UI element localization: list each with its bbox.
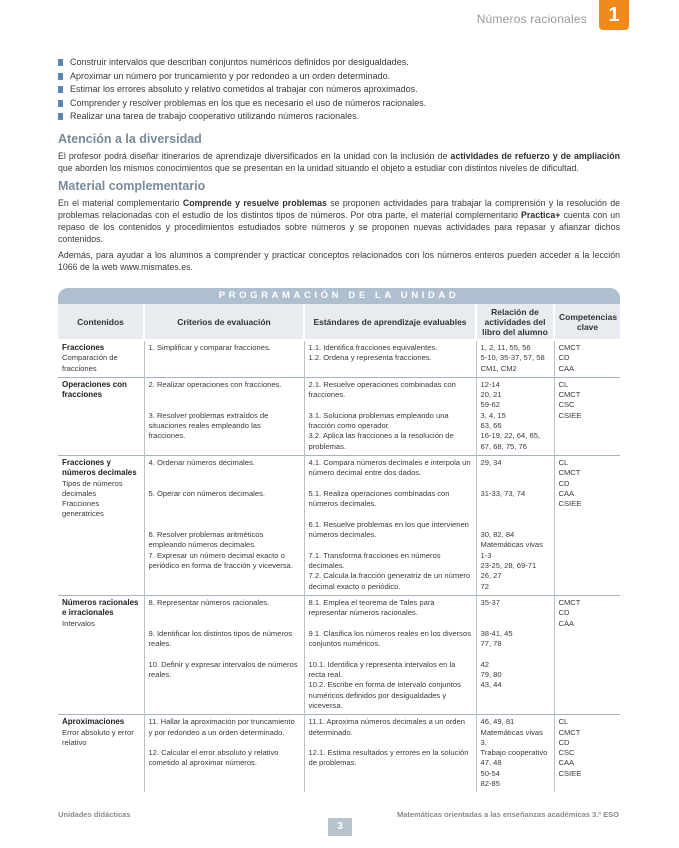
cell-competencias: CMCT CD CAA [554, 340, 620, 377]
table-row [58, 340, 620, 377]
cell-contenidos: Fracciones y números decimales Tipos de números decimales Fracciones generatrices [58, 455, 144, 595]
list-item: Aproximar un número por truncamiento y por redondeo a un orden determinado. [58, 70, 620, 84]
diversity-heading: Atención a la diversidad [58, 131, 202, 146]
cell-actividades: 29, 34 31-33, 73, 74 30, 82, 84 Matemáticas vivas 1-3 23-25, 28, 69-71 26, 27 72 [476, 455, 554, 595]
intro-content [58, 56, 620, 277]
header-criterios: Criterios de evaluación [144, 304, 304, 340]
cell-competencias: CMCT CD CAA [554, 595, 620, 714]
header-actividades: Relación de actividades del libro del alumno [476, 304, 554, 340]
cell-estandares: 1.1. Identifica fracciones equivalentes. 1.2. Ordena y representa fracciones. [304, 340, 476, 377]
header-competencias: Competencias clave [554, 304, 620, 340]
unit-table [58, 304, 620, 792]
cell-contenidos: Números racionales e irracionales Intervalos [58, 595, 144, 714]
footer-right-text: Matemáticas orientadas a las enseñanzas académicas 3.º ESO [396, 810, 619, 819]
running-header-title: Números racionales [476, 12, 587, 26]
cell-criterios: 2. Realizar operaciones con fracciones. 3. Resolver problemas extraídos de situaciones reales empleando las fracciones. [144, 377, 304, 455]
diversity-paragraph: El profesor podrá diseñar itinerarios de aprendizaje diversificados en la unidad con la inclusión de actividades de refuerzo y de ampliación que aborden los mismos conocimientos que se presentan en la unidad situando el objeto a estudiar con distintos niveles de dificultad. [58, 150, 620, 173]
bullet-square-icon [58, 73, 63, 80]
page-number: 3 [328, 818, 352, 836]
cell-criterios: 11. Hallar la aproximación por truncamiento y por redondeo a un orden determinado. 12. Calcular el error absoluto y relativo cometido al aproximar números. [144, 715, 304, 793]
cell-contenidos: Aproximaciones Error absoluto y error relativo [58, 715, 144, 793]
table-row [58, 595, 620, 714]
header-estandares: Estándares de aprendizaje evaluables [304, 304, 476, 340]
list-item: Realizar una tarea de trabajo cooperativo utilizando números racionales. [58, 110, 620, 124]
cell-actividades: 46, 49, 81 Matemáticas vivas 3, Trabajo cooperativo 47, 48 50-54 82-85 [476, 715, 554, 793]
objectives-list [58, 56, 620, 124]
material-paragraph-2: Además, para ayudar a los alumnos a comprender y practicar conceptos relacionados con los números enteros pueden acceder a la lección 1066 de la web www.mismates.es. [58, 249, 620, 272]
cell-criterios: 1. Simplificar y comparar fracciones. [144, 340, 304, 377]
programming-table [58, 288, 620, 792]
footer-left-text: Unidades didácticas [58, 810, 131, 819]
table-row [58, 715, 620, 793]
cell-contenidos: Fracciones Comparación de fracciones [58, 340, 144, 377]
cell-competencias: CL CMCT CSC CSIEE [554, 377, 620, 455]
table-row [58, 377, 620, 455]
cell-estandares: 2.1. Resuelve operaciones combinadas con fracciones. 3.1. Soluciona problemas empleando una fracción como operador. 3.2. Aplica las fracciones a la resolución de problemas. [304, 377, 476, 455]
list-item: Construir intervalos que describan conjuntos numéricos definidos por desigualdades. [58, 56, 620, 70]
bullet-square-icon [58, 113, 63, 120]
table-title: PROGRAMACIÓN DE LA UNIDAD [58, 288, 620, 304]
cell-actividades: 12-14 20, 21 59-62 3, 4, 15 63, 66 16-19, 22, 64, 65, 67, 68, 75, 76 [476, 377, 554, 455]
cell-contenidos: Operaciones con fracciones [58, 377, 144, 455]
cell-criterios: 8. Representar números racionales. 9. Identificar los distintos tipos de números reales. 10. Definir y expresar intervalos de números reales. [144, 595, 304, 714]
chapter-badge: 1 [599, 0, 629, 30]
bullet-square-icon [58, 86, 63, 93]
list-item: Comprender y resolver problemas en los que es necesario el uso de números racionales. [58, 97, 620, 111]
bullet-square-icon [58, 100, 63, 107]
cell-actividades: 35-37 38-41, 45 77, 78 42 79, 80 43, 44 [476, 595, 554, 714]
cell-actividades: 1, 2, 11, 55, 56 5-10, 35-37, 57, 58 CM1, CM2 [476, 340, 554, 377]
bullet-square-icon [58, 59, 63, 66]
header-contenidos: Contenidos [58, 304, 144, 340]
cell-competencias: CL CMCT CD CSC CAA CSIEE [554, 715, 620, 793]
cell-criterios: 4. Ordenar números decimales. 5. Operar con números decimales. 6. Resolver problemas aritméticos empleando números decimales. 7. Expresar un número decimal exacto o periódico en forma de fracción y viceversa. [144, 455, 304, 595]
material-heading: Material complementario [58, 178, 206, 193]
cell-estandares: 11.1. Aproxima números decimales a un orden determinado. 12.1. Estima resultados y errores en la solución de problemas. [304, 715, 476, 793]
list-item: Estimar los errores absoluto y relativo cometidos al trabajar con números aproximados. [58, 83, 620, 97]
cell-estandares: 4.1. Compara números decimales e interpola un número decimal entre dos dados. 5.1. Realiza operaciones combinadas con números decimales. 6.1. Resuelve problemas en los que intervienen números decimales. 7.1. Transforma fracciones en números decimales. 7.2. Calcula la fracción generatriz de un número decimal exacto o periódico. [304, 455, 476, 595]
material-paragraph: En el material complementario Comprende y resuelve problemas se proponen actividades para trabajar la comprensión y la resolución de problemas relacionadas con el estudio de los distintos tipos de números. Por otra parte, el material complementario Practica+ cuenta con un repaso de los contenidos y procedimientos estudiados sobre números y se proponen nuevas actividades para repasar y afianzar dichos contenidos. [58, 197, 620, 244]
cell-estandares: 8.1. Emplea el teorema de Tales para representar números racionales. 9.1. Clasifica los números reales en los diversos conjuntos numéricos. 10.1. Identifica y representa intervalos en la recta real. 10.2. Escribe en forma de intervalo conjuntos numéricos definidos por desigualdades y viceversa. [304, 595, 476, 714]
cell-competencias: CL CMCT CD CAA CSIEE [554, 455, 620, 595]
table-row [58, 455, 620, 595]
